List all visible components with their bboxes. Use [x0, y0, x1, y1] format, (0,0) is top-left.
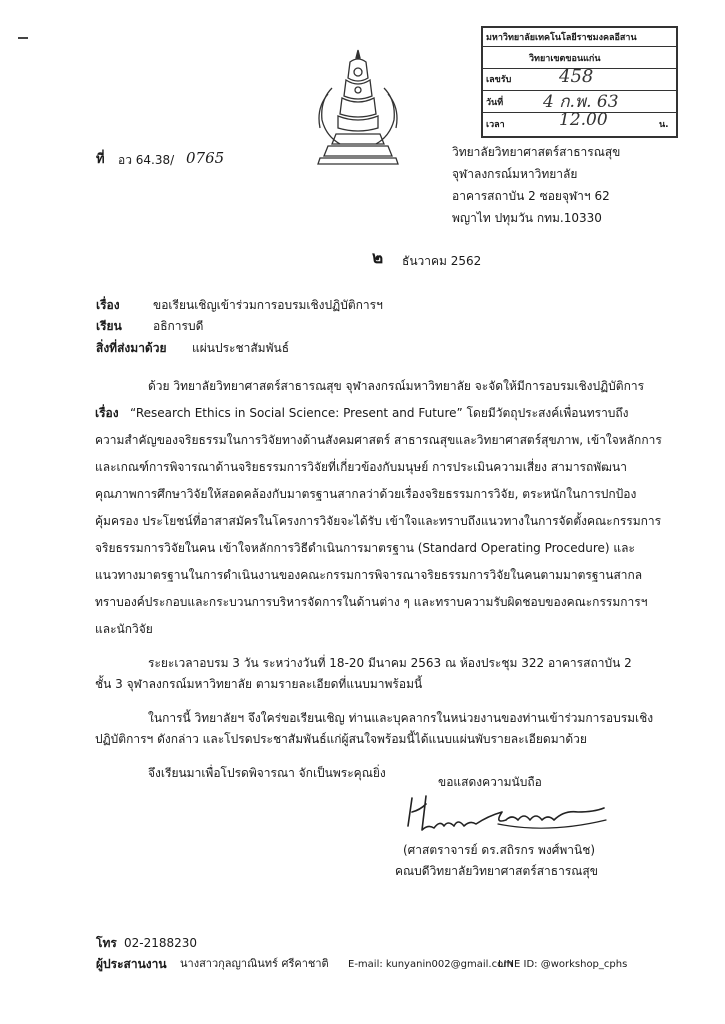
ref-number: อว 64.38/ [118, 153, 175, 167]
receiving-stamp [481, 26, 678, 138]
footer-email: E-mail: kunyanin002@gmail.com [348, 959, 513, 970]
stamp-date-label: วันที่ [486, 98, 504, 108]
body-p1-line-2: “Research Ethics in Social Science: Present and Future” โดยมีวัตถุประสงค์เพื่อนทราบถึง [130, 406, 629, 420]
body-p1-line-9: ทราบองค์ประกอบและกระบวนการบริหารจัดการในด้านต่าง ๆ และทราบความรับผิดชอบของคณะกรรมการฯ [95, 595, 648, 609]
body-p1-line-6: คุ้มครอง ประโยชน์ที่อาสาสมัครในโครงการวิจัยจะได้รับ เข้าใจและทราบถึงแนวทางในการจัดตั้งคณะกรรมการ [95, 514, 662, 528]
subject-text: ขอเรียนเชิญเข้าร่วมการอบรมเชิงปฏิบัติการฯ [153, 298, 383, 312]
footer-tel: 02-2188230 [124, 936, 198, 950]
to-label: เรียน [96, 319, 122, 333]
body-p3-line-1: ในการนี้ วิทยาลัยฯ จึงใคร่ขอเรียนเชิญ ท่านและบุคลากรในหน่วยงานของท่านเข้าร่วมการอบรมเชิง [148, 711, 654, 725]
stamp-time-value: 12.00 [559, 110, 608, 130]
footer-tel-label: โทร [96, 936, 117, 950]
body-p1-subject-label: เรื่อง [95, 406, 119, 420]
subject-label: เรื่อง [96, 298, 120, 312]
university-crest [312, 48, 404, 168]
stamp-time-unit: น. [659, 120, 669, 130]
body-p2-line-1: ระยะเวลาอบรม 3 วัน ระหว่างวันที่ 18-20 มีนาคม 2563 ณ ห้องประชุม 322 อาคารสถาบัน 2 [148, 656, 632, 670]
date-day: ๒ [372, 248, 384, 268]
margin-mark [18, 37, 28, 39]
ref-handwritten: 0765 [186, 149, 225, 167]
body-p1-line-3: ความสำคัญของจริยธรรมในการวิจัยทางด้านสังคมศาสตร์ สาธารณสุขและวิทยาศาสตร์สุขภาพ, เข้าใจหลักการ [95, 433, 662, 447]
body-p3-line-2: ปฏิบัติการฯ ดังกล่าว และโปรดประชาสัมพันธ์แก่ผู้สนใจพร้อมนี้ได้แนบแผ่นพับรายละเอียดมาด้วย [95, 732, 587, 746]
stamp-no-label: เลขรับ [486, 75, 512, 85]
signer-title: คณบดีวิทยาลัยวิทยาศาสตร์สาธารณสุข [395, 864, 598, 878]
body-p1-line-1: ด้วย วิทยาลัยวิทยาศาสตร์สาธารณสุข จุฬาลงกรณ์มหาวิทยาลัย จะจัดให้มีการอบรมเชิงปฏิบัติการ [148, 379, 645, 393]
signer-name: (ศาสตราจารย์ ดร.สถิรกร พงศ์พานิช) [403, 843, 596, 857]
body-p2-line-2: ชั้น 3 จุฬาลงกรณ์มหาวิทยาลัย ตามรายละเอียดที่แนบมาพร้อมนี้ [95, 677, 423, 691]
sender-address-4: พญาไท ปทุมวัน กทม.10330 [452, 211, 602, 225]
stamp-date-value: 4 ก.พ. 63 [543, 92, 619, 112]
footer-coordinator: นางสาวกุลญาณินทร์ ศรีคาชาติ [180, 957, 329, 970]
attachment-text: แผ่นประชาสัมพันธ์ [192, 341, 290, 355]
body-p1-line-7: จริยธรรมการวิจัยในคน เข้าใจหลักการวิธีดำเนินการมาตรฐาน (Standard Operating Procedure) และ [95, 541, 635, 555]
stamp-org: มหาวิทยาลัยเทคโนโลยีราชมงคลอีสาน [486, 33, 637, 43]
closing: ขอแสดงความนับถือ [438, 775, 542, 789]
body-p1-line-5: คุณภาพการศึกษาวิจัยให้สอดคล้องกับมาตรฐานสากลว่าด้วยเรื่องจริยธรรมการวิจัย, ตระหนักในการปกป้อง [95, 487, 637, 501]
body-p4: จึงเรียนมาเพื่อโปรดพิจารณา จักเป็นพระคุณยิ่ง [148, 766, 386, 780]
attachment-label: สิ่งที่ส่งมาด้วย [96, 341, 167, 355]
to-text: อธิการบดี [153, 319, 204, 333]
stamp-time-label: เวลา [486, 120, 505, 130]
stamp-no-value: 458 [559, 66, 594, 87]
footer-coordinator-label: ผู้ประสานงาน [96, 957, 167, 971]
sender-address-3: อาคารสถาบัน 2 ซอยจุฬาฯ 62 [452, 189, 610, 203]
handwritten-signature [398, 790, 610, 842]
body-p1-line-8: แนวทางมาตรฐานในการดำเนินงานของคณะกรรมการพิจารณาจริยธรรมการวิจัยในคนตามมาตรฐานสากล [95, 568, 643, 582]
sender-address-1: วิทยาลัยวิทยาศาสตร์สาธารณสุข [452, 145, 621, 159]
sender-address-2: จุฬาลงกรณ์มหาวิทยาลัย [452, 167, 578, 181]
body-p1-line-10: และนักวิจัย [95, 622, 153, 636]
footer-line-id: LINE ID: @workshop_cphs [498, 959, 628, 970]
date-month-year: ธันวาคม 2562 [402, 254, 482, 268]
body-p1-line-4: และเกณฑ์การพิจารณาด้านจริยธรรมการวิจัยที่เกี่ยวข้องกับมนุษย์ การประเมินความเสี่ยง สามารถพัฒนา [95, 460, 627, 474]
ref-label: ที่ [96, 152, 105, 167]
stamp-campus: วิทยาเขตขอนแก่น [529, 54, 601, 64]
